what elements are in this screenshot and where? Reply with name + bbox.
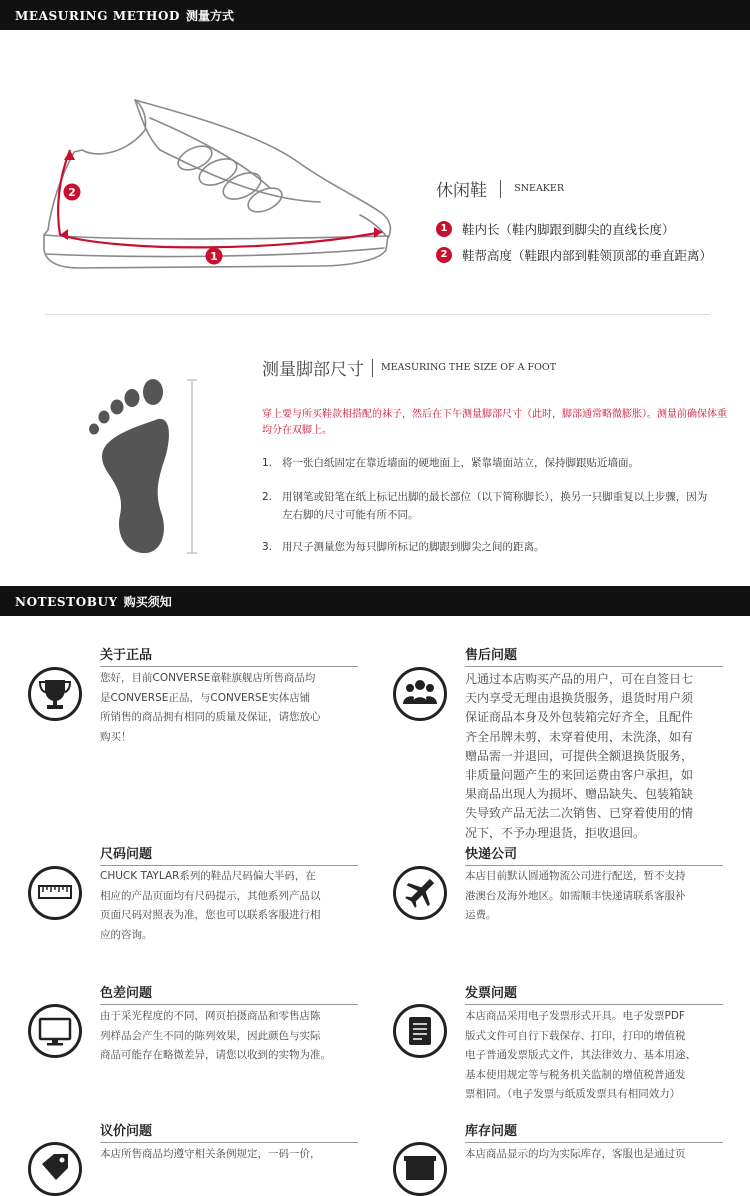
note-body-line: 电子普通发票版式文件，其法律效力、基本用途、: [465, 1049, 696, 1061]
note-body-line: 天内享受无理由退换货服务，退货时用户须: [465, 691, 694, 706]
note-divider: [465, 1004, 723, 1005]
svg-text:2: 2: [68, 186, 76, 199]
note-title: 库存问题: [465, 1124, 518, 1139]
note-body-line: 失导致产品无法二次销售、已穿着使用的情: [465, 806, 694, 821]
note-body-line: 况下，不予办理退货，拒收退回。: [465, 825, 646, 840]
note-divider: [100, 666, 358, 667]
note-body-line: 购买！: [100, 730, 132, 743]
note-body-line: 页面尺码对照表为准，您也可以联系客服进行相: [100, 909, 321, 921]
note-body-line: 本店目前默认圆通物流公司进行配送，暂不支持: [465, 870, 686, 882]
note-title: 议价问题: [100, 1124, 153, 1139]
svg-text:1: 1: [210, 250, 218, 263]
note-body-line: 票相同。（电子发票与纸质发票具有相同效力）: [465, 1088, 681, 1100]
note-body-line: 基本使用规定等与税务机关监制的增值税普通发: [465, 1068, 686, 1081]
note-title: 尺码问题: [100, 847, 153, 862]
note-body-line: 齐全吊牌未剪，未穿着使用，未洗涤，如有: [465, 729, 694, 744]
note-body-line: 是CONVERSE正品，与CONVERSE实体店铺: [100, 691, 311, 704]
ruler-icon: [28, 866, 82, 920]
note-divider: [100, 1142, 358, 1143]
monitor-icon: [28, 1004, 82, 1058]
note-title: 发票问题: [465, 986, 518, 1001]
foot-warning: 穿上要与所买鞋款相搭配的袜子，然后在下午测量脚部尺寸（此时，脚部通常略微膨胀）。测量前确保体重均分在双脚上。: [262, 409, 727, 436]
note-title: 色差问题: [100, 986, 153, 1001]
note-body-line: 果商品出现人为损坏、赠品缺失、包装箱缺: [465, 787, 694, 802]
foot-step-3: 3. 用尺子测量您为每只脚所标记的脚跟到脚尖之间的距离。: [262, 541, 545, 553]
foot-illustration: [80, 375, 210, 560]
foot-title: 测量脚部尺寸 MEASURING THE SIZE OF A FOOT: [262, 360, 557, 380]
note-divider: [465, 1142, 723, 1143]
note-body-line: 相应的产品页面均有尺码提示，其他系列产品以: [100, 889, 321, 902]
note-body-line: 本店商品显示的均为实际库存，客服也是通过页: [465, 1148, 686, 1160]
note-body-line: 版式文件可自行下载保存、打印，打印的增值税: [465, 1029, 686, 1042]
people-icon: [393, 667, 447, 721]
note-body-line: 保证商品本身及外包装箱完好齐全，且配件: [465, 710, 694, 725]
note-body-line: 所销售的商品拥有相同的质量及保证，请您放心: [100, 711, 321, 723]
note-body-line: 运费。: [465, 909, 497, 921]
notes-title: NOTESTOBUY 购买须知: [15, 595, 172, 609]
invoice-icon: [393, 1004, 447, 1058]
section-divider: [45, 314, 710, 315]
note-body-line: 由于采光程度的不同，网页拍摄商品和零售店陈: [100, 1010, 321, 1022]
foot-step-1: 1. 将一张白纸固定在靠近墙面的硬地面上，紧靠墙面站立，保持脚跟贴近墙面。: [262, 457, 639, 469]
note-title: 快递公司: [465, 847, 518, 862]
note-body-line: CHUCK TAYLAR系列的鞋品尺码偏大半码，在: [100, 870, 316, 882]
note-divider: [100, 1004, 358, 1005]
note-body-line: 港澳台及海外地区。如需顺丰快递请联系客服补: [465, 889, 686, 902]
note-body-line: 凡通过本店购买产品的用户，可在自签日七: [465, 672, 694, 686]
note-body-line: 非质量问题产生的来回运费由客户承担，如: [465, 768, 694, 782]
note-title: 售后问题: [465, 648, 518, 663]
note-body-line: 您好，目前CONVERSE童鞋旗舰店所售商品均: [100, 672, 316, 684]
notes-header: [0, 586, 750, 616]
note-body-line: 本店商品采用电子发票形式开具。电子发票PDF: [465, 1010, 685, 1022]
note-body-line: 商品可能存在略微差异，请您以收到的实物为准。: [100, 1049, 331, 1061]
trophy-icon: [28, 667, 82, 721]
box-icon: [393, 1142, 447, 1196]
legend-item-1: 1 鞋内长（鞋内脚跟到脚尖的直线长度）: [436, 220, 675, 238]
note-body-line: 应的咨询。: [100, 928, 153, 941]
tag-icon: [28, 1142, 82, 1196]
sneaker-illustration: [30, 90, 400, 290]
note-divider: [465, 666, 723, 667]
note-body-line: 列样品会产生不同的陈列效果，因此颜色与实际: [100, 1029, 321, 1042]
note-body-line: 本店所售商品均遵守相关条例规定，一码一价，: [100, 1148, 321, 1160]
sneaker-title: 休闲鞋 SNEAKER: [436, 181, 564, 201]
note-title: 关于正品: [100, 648, 153, 663]
note-body-line: 赠品需一并退回，可提供全额退换货服务，: [465, 748, 694, 763]
airplane-icon: [393, 866, 447, 920]
legend-item-2: 2 鞋帮高度（鞋跟内部到鞋领顶部的垂直距离）: [436, 246, 712, 264]
measuring-method-title: MEASURING METHOD 测量方式: [15, 9, 235, 23]
foot-step-2: 2. 用钢笔或铅笔在纸上标记出脚的最长部位（以下简称脚长），换另一只脚重复以上步骤，因为左右脚的尺寸可能有所不同。: [262, 491, 708, 521]
measuring-method-header: [0, 0, 750, 30]
note-divider: [465, 865, 723, 866]
note-divider: [100, 865, 358, 866]
